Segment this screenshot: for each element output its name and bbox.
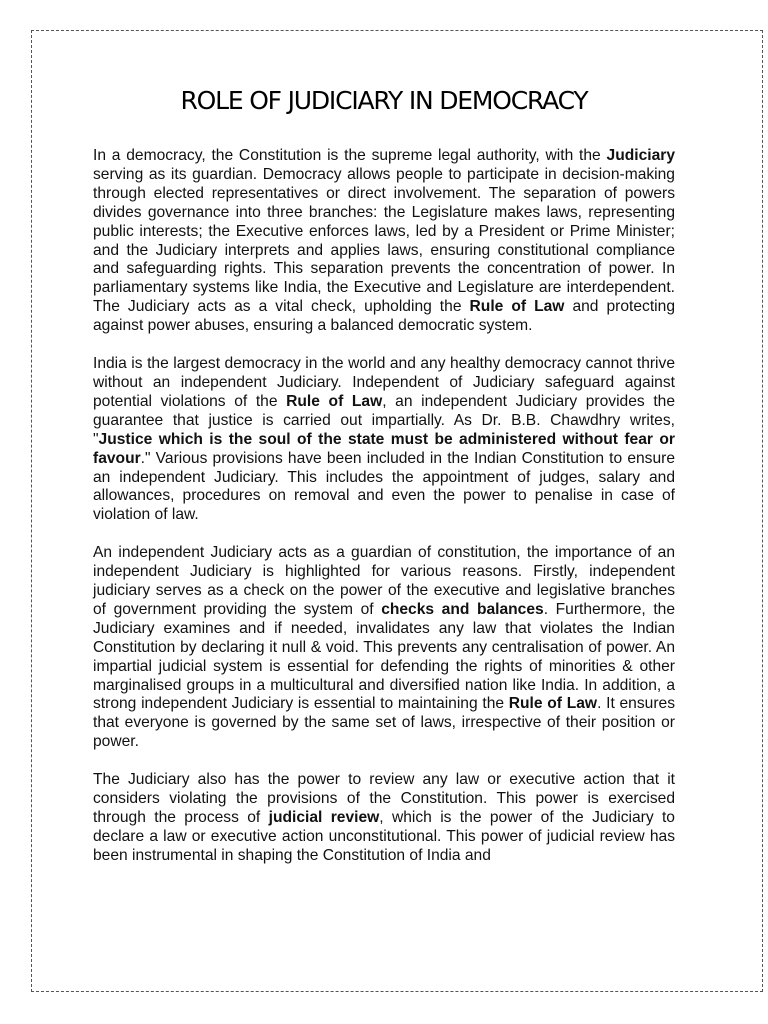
text-run: ." Various provisions have been included in the Indian Constitution to ensure an independent Judiciary. This includes the appointment of judges, salary and allowances, procedures on removal and even the power to penalise in case of violation of law.	[93, 449, 675, 524]
paragraph	[93, 544, 675, 752]
bold-text: Rule of Law	[469, 298, 565, 316]
document-body	[93, 147, 675, 885]
paragraph	[93, 355, 675, 525]
bold-text: checks and balances	[381, 600, 544, 618]
text-run: , an independent Judiciary provides the guarantee that justice is carried out impartially. As Dr. B.B. Chawdhry writes, "	[93, 392, 675, 448]
text-run: India is the largest democracy in the world and any healthy democracy cannot thrive without an independent Judiciary. Independent of Judiciary safeguard against potential violations of the	[93, 355, 675, 410]
bold-text: judicial review	[268, 809, 380, 826]
text-run: In a democracy, the Constitution is the supreme legal authority, with the	[93, 147, 607, 164]
text-run: and protecting against power abuses, ensuring a balanced democratic system.	[93, 298, 675, 335]
paragraph	[93, 771, 675, 866]
document-title: ROLE OF JUDICIARY IN DEMOCRACY	[180, 86, 588, 115]
paragraph	[93, 147, 675, 336]
text-run: . Furthermore, the Judiciary examines and if needed, invalidates any law that violates the Indian Constitution by declaring it null & void. This prevents any centralisation of power. An impartial judicial system is essential for defending the rights of minorities & other marginalised groups in a multicultural and diversified nation like India. In addition, a strong independent Judiciary is essential to maintaining the	[93, 600, 675, 713]
text-run: An independent Judiciary acts as a guardian of constitution, the importance of an independent Judiciary is highlighted for various reasons. Firstly, independent judiciary serves as a check on the power of the executive and legislative branches of government providing the system of	[93, 544, 675, 618]
bold-text: Judiciary	[606, 147, 675, 164]
text-run: The Judiciary also has the power to review any law or executive action that it considers violating the provisions of the Constitution. This power is exercised through the process of	[93, 771, 675, 826]
text-run: , which is the power of the Judiciary to declare a law or executive action unconstitutional. This power of judicial review has been instrumental in shaping the Constitution of India and	[93, 809, 675, 864]
text-run: serving as its guardian. Democracy allows people to participate in decision-making through elected representatives or direct involvement. The separation of powers divides governance into three branches: the Legislature makes laws, representing public interests; the Executive enforces laws, led by a President or Prime Minister; and the Judiciary interprets and applies laws, ensuring constitutional compliance and safeguarding rights. This separation prevents the concentration of power. In parliamentary systems like India, the Executive and Legislature are interdependent. The Judiciary acts as a vital check, upholding the	[93, 165, 675, 316]
bold-text: Justice which is the soul of the state must be administered without fear or favour	[93, 430, 675, 467]
text-run: . It ensures that everyone is governed by the same set of laws, irrespective of their position or power.	[93, 695, 675, 751]
bold-text: Rule of Law	[508, 695, 598, 713]
bold-text: Rule of Law	[286, 392, 383, 410]
